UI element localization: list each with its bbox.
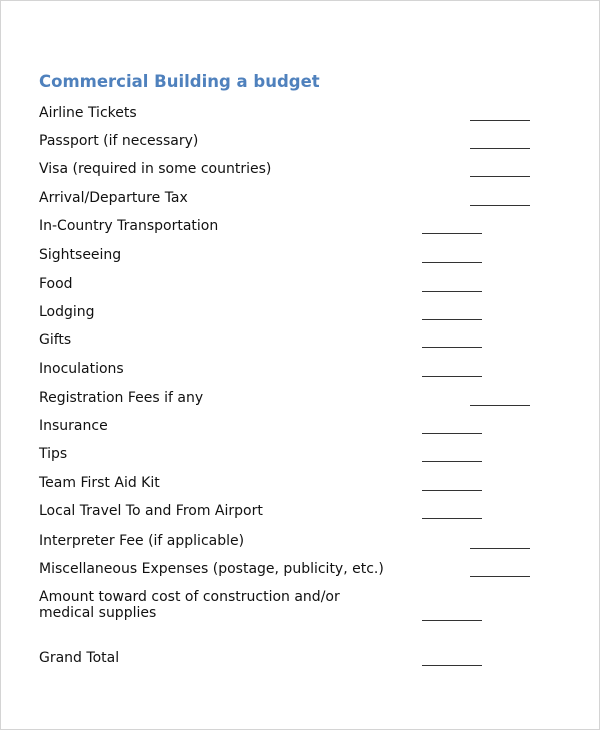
budget-item-label: Team First Aid Kit — [39, 475, 160, 491]
budget-item-amount-blank[interactable] — [422, 518, 482, 519]
grand-total-label: Grand Total — [39, 650, 120, 666]
budget-item-label: Sightseeing — [39, 247, 122, 263]
budget-item-label: Airline Tickets — [39, 105, 137, 121]
budget-item-amount-blank[interactable] — [422, 461, 482, 462]
budget-item-label: Lodging — [39, 304, 95, 320]
budget-item-label: Passport (if necessary) — [39, 133, 199, 149]
budget-item-amount-blank[interactable] — [470, 576, 530, 577]
budget-item-amount-blank[interactable] — [470, 405, 530, 406]
construction-label-line2: medical supplies — [39, 605, 157, 621]
budget-item-amount-blank[interactable] — [422, 262, 482, 263]
budget-item-amount-blank[interactable] — [422, 490, 482, 491]
budget-item-amount-blank[interactable] — [422, 233, 482, 234]
budget-item-amount-blank[interactable] — [422, 291, 482, 292]
budget-item-label: Visa (required in some countries) — [39, 161, 272, 177]
budget-item-label: Insurance — [39, 418, 108, 434]
budget-item-label: Interpreter Fee (if applicable) — [39, 533, 245, 549]
budget-item-amount-blank[interactable] — [422, 376, 482, 377]
budget-item-label: Inoculations — [39, 361, 124, 377]
budget-item-label: Registration Fees if any — [39, 390, 204, 406]
grand-total-blank[interactable] — [422, 665, 482, 666]
budget-item-label: Arrival/Departure Tax — [39, 190, 188, 206]
construction-amount-blank[interactable] — [422, 620, 482, 621]
budget-item-label: Local Travel To and From Airport — [39, 503, 263, 519]
document-title: Commercial Building a budget — [39, 72, 320, 91]
budget-item-amount-blank[interactable] — [422, 319, 482, 320]
construction-label-line1: Amount toward cost of construction and/or — [39, 589, 340, 605]
budget-item-label: Gifts — [39, 332, 72, 348]
budget-item-label: Tips — [39, 446, 68, 462]
budget-item-amount-blank[interactable] — [470, 148, 530, 149]
budget-item-label: In-Country Transportation — [39, 218, 219, 234]
budget-item-amount-blank[interactable] — [470, 176, 530, 177]
budget-item-amount-blank[interactable] — [470, 205, 530, 206]
budget-item-amount-blank[interactable] — [470, 120, 530, 121]
budget-item-amount-blank[interactable] — [422, 347, 482, 348]
budget-item-amount-blank[interactable] — [470, 548, 530, 549]
budget-item-label: Food — [39, 276, 73, 292]
budget-item-label: Miscellaneous Expenses (postage, publicity, etc.) — [39, 561, 384, 577]
budget-item-amount-blank[interactable] — [422, 433, 482, 434]
